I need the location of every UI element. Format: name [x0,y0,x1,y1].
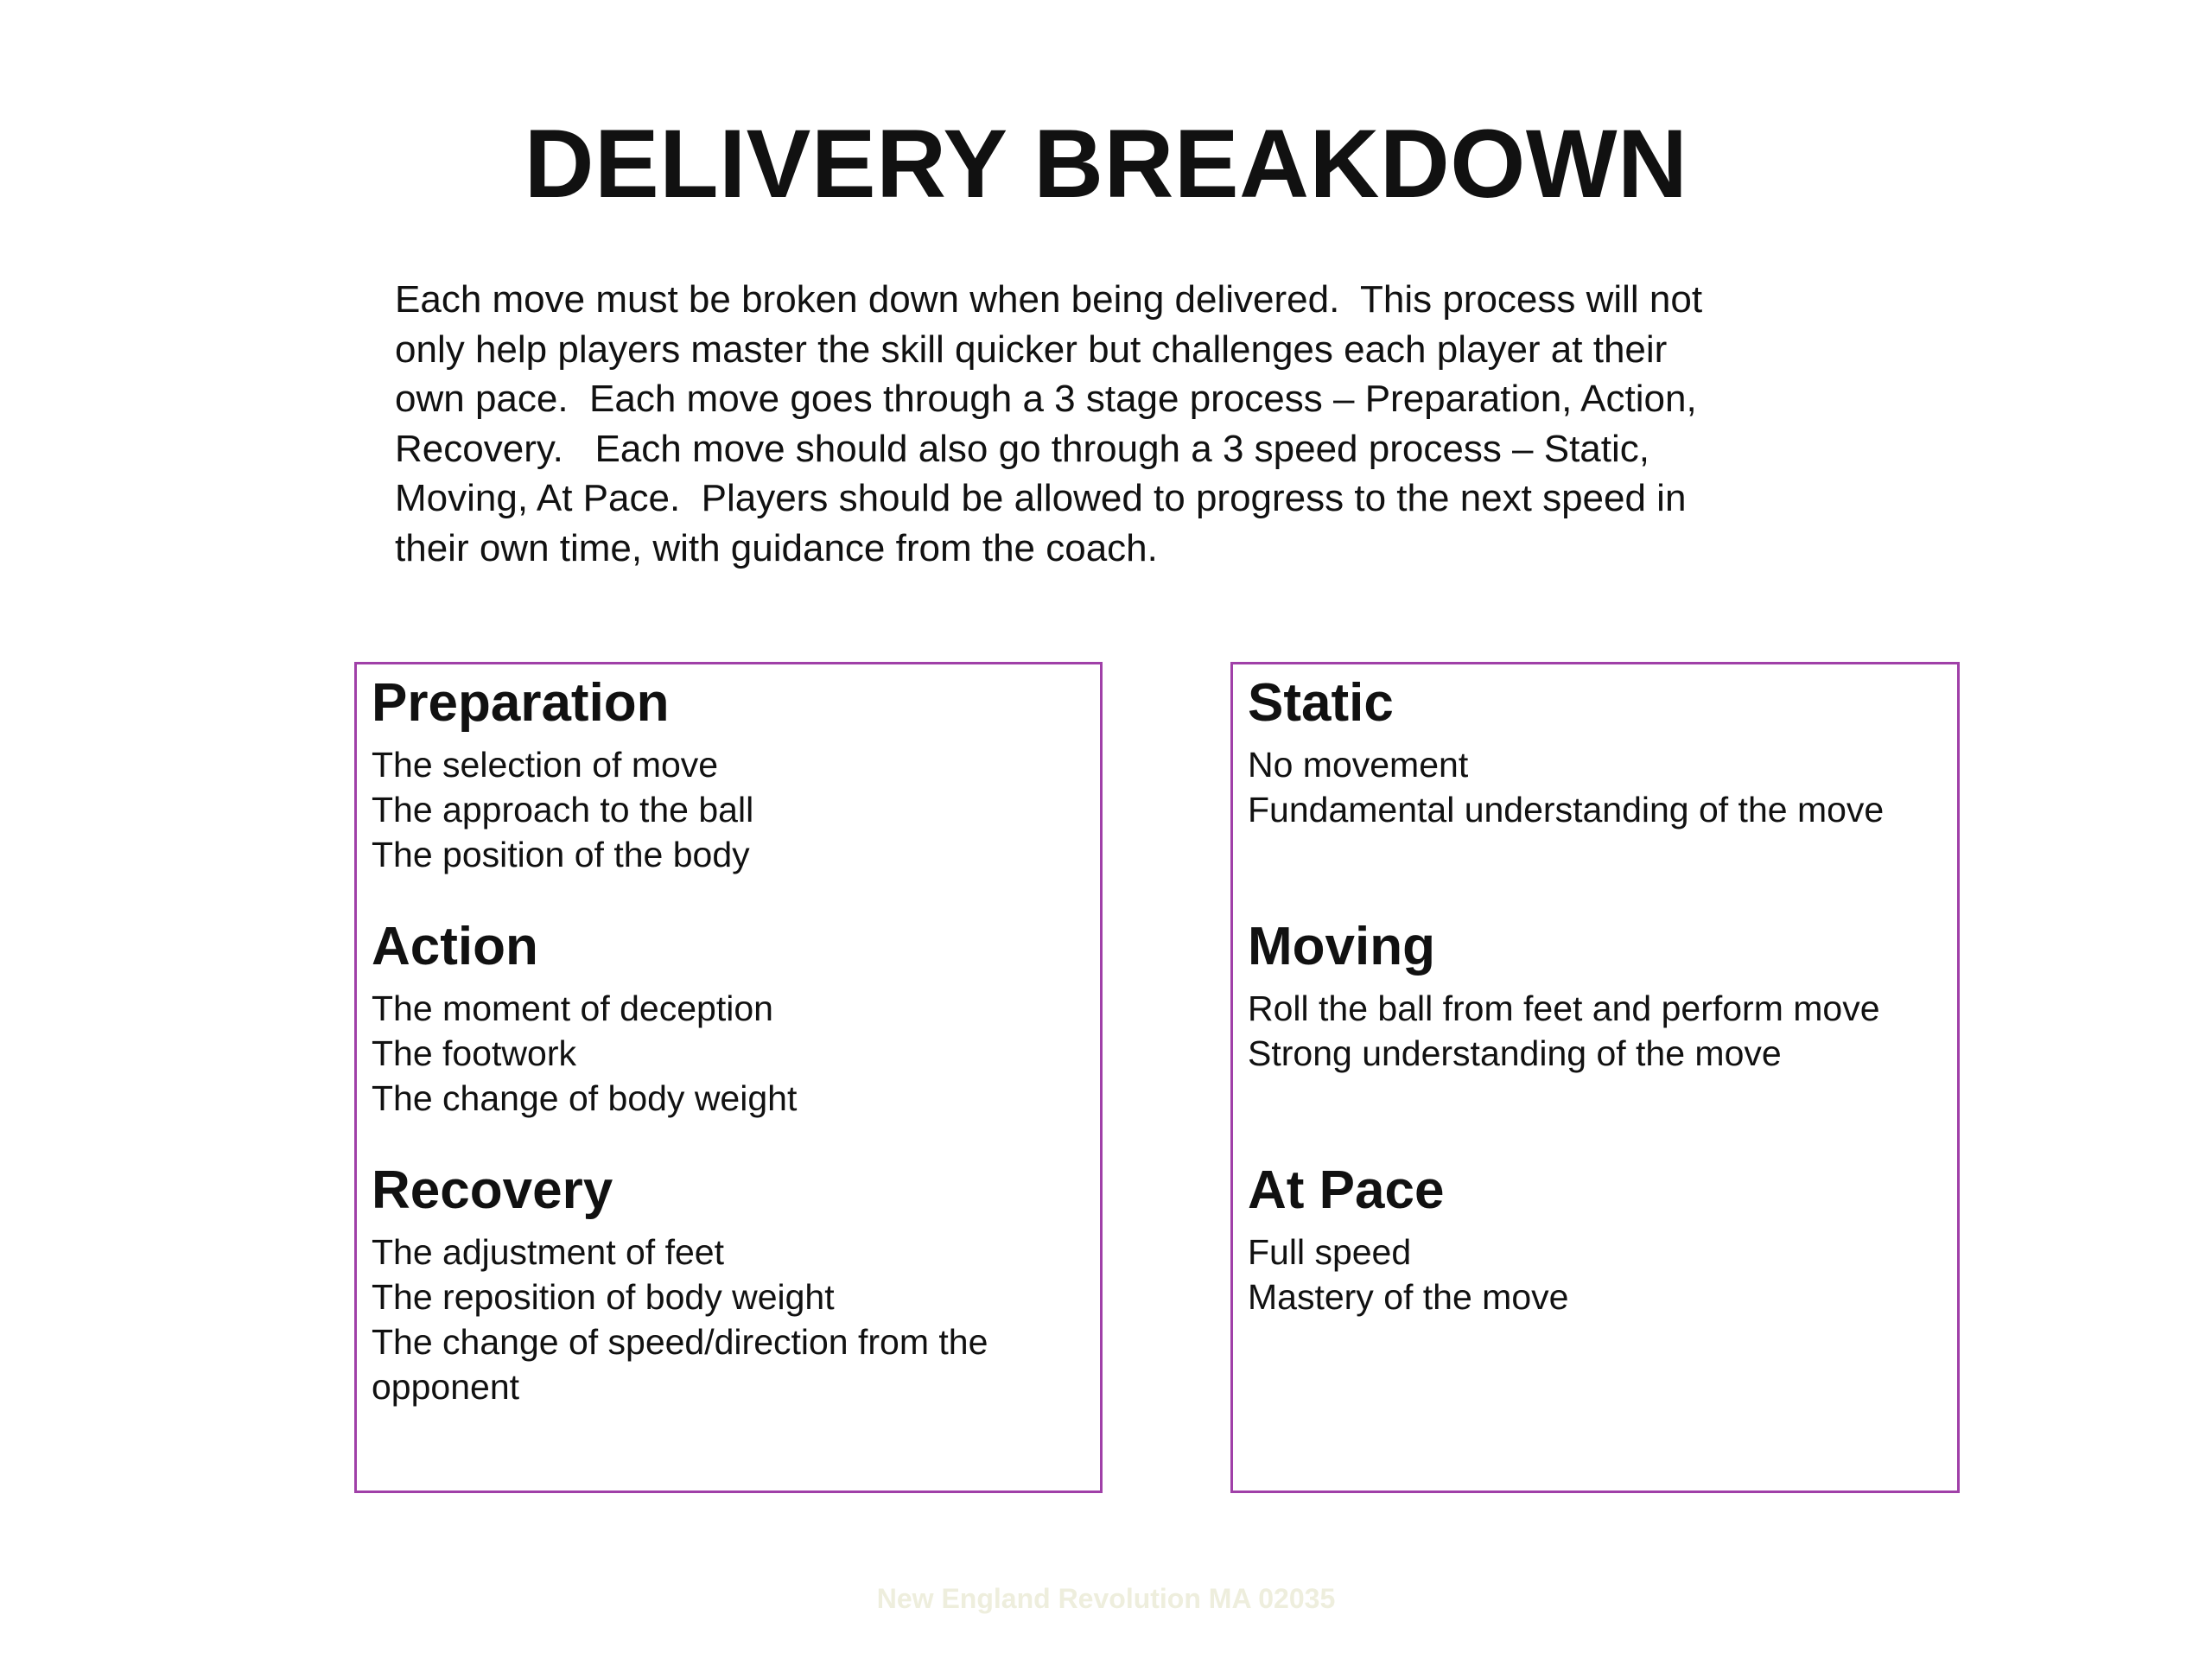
intro-line: their own time, with guidance from the coach. [395,526,1158,569]
speed-moving [1248,917,1880,1076]
stage-heading: Action [372,917,538,976]
page-title: DELIVERY BREAKDOWN [524,110,1688,218]
speeds-panel [1230,662,1960,1493]
speed-line: No movement [1248,745,1469,785]
speed-static [1248,673,1885,832]
stage-heading: Recovery [372,1160,613,1220]
speed-line: Full speed [1248,1232,1412,1272]
speed-heading: At Pace [1248,1160,1445,1220]
intro-line: Recovery. Each move should also go through a 3 speed process – Static, [395,427,1649,470]
intro-line: Each move must be broken down when being delivered. This process will not [395,278,1703,321]
footer-text: New England Revolution MA 02035 [876,1583,1336,1614]
stage-line: The moment of deception [372,988,773,1028]
stage-action [372,917,798,1121]
speed-line: Fundamental understanding of the move [1248,790,1885,830]
intro-paragraph [395,275,1881,574]
speed-line: Mastery of the move [1248,1277,1569,1317]
stage-recovery [372,1160,988,1409]
stage-line: The reposition of body weight [372,1277,835,1317]
stage-line: The footwork [372,1033,576,1073]
stage-line: The selection of move [372,745,719,785]
speed-heading: Static [1248,673,1394,733]
intro-line: only help players master the skill quicker but challenges each player at their [395,327,1668,371]
stage-line: opponent [372,1367,520,1407]
stage-line: The adjustment of feet [372,1232,724,1272]
intro-line: Moving, At Pace. Players should be allowed to progress to the next speed in [395,477,1687,520]
intro-line: own pace. Each move goes through a 3 stage process – Preparation, Action, [395,378,1697,421]
speed-heading: Moving [1248,917,1435,976]
speed-line: Roll the ball from feet and perform move [1248,988,1880,1028]
stage-line: The position of the body [372,835,750,874]
stage-line: The change of speed/direction from the [372,1322,988,1362]
stage-line: The approach to the ball [372,790,754,830]
stage-preparation [372,673,754,877]
stage-line: The change of body weight [372,1078,798,1118]
speed-line: Strong understanding of the move [1248,1033,1782,1073]
stages-panel [354,662,1103,1493]
speed-at-pace [1248,1160,1569,1319]
stage-heading: Preparation [372,673,670,733]
